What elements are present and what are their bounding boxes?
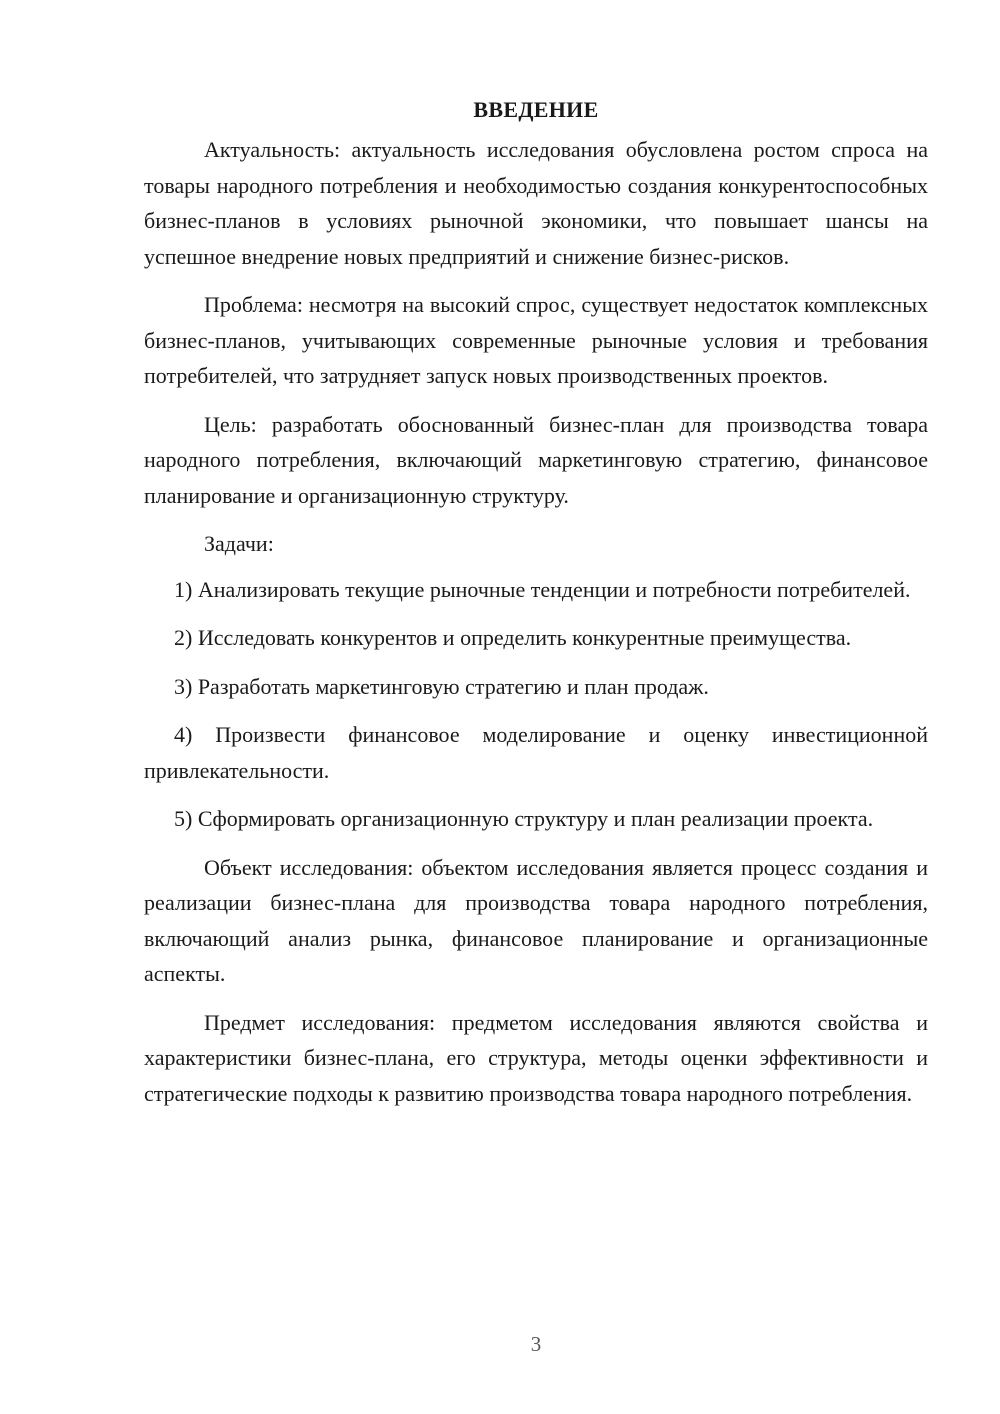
task-item-2: 2) Исследовать конкурентов и определить конкурентные преимущества. [174, 625, 852, 650]
paragraph-subject: Предмет исследования: предметом исследования являются свойства и характеристики бизнес-плана, его структура, методы оценки эффективности и стратегические подходы к развитию производства товара народного потребления. [144, 1009, 928, 1106]
document-page [144, 92, 928, 1124]
page-number: 3 [530, 1332, 542, 1356]
paragraph-relevance: Актуальность: актуальность исследования обусловлена ростом спроса на товары народного потребления и необходимостью создания конкурентоспособных бизнес-планов в условиях рыночной экономики, что повышает шансы на успешное внедрение новых предприятий и снижение бизнес-рисков. [144, 137, 928, 269]
task-item-1: 1) Анализировать текущие рыночные тенденции и потребности потребителей. [174, 576, 911, 602]
tasks-heading: Задачи: [204, 531, 274, 556]
paragraph-problem: Проблема: несмотря на высокий спрос, существует недостаток комплексных бизнес-планов, учитывающих современные рыночные условия и требования потребителей, что затрудняет запуск новых производственных проектов. [144, 292, 928, 388]
task-item-5: 5) Сформировать организационную структуру и план реализации проекта. [174, 806, 874, 831]
paragraph-goal: Цель: разработать обоснованный бизнес-план для производства товара народного потребления, включающий маркетинговую стратегию, финансовое планирование и организационную структуру. [144, 411, 928, 508]
page-title: ВВЕДЕНИЕ [473, 97, 599, 122]
task-item-3: 3) Разработать маркетинговую стратегию и план продаж. [174, 673, 709, 699]
task-item-4: 4) Произвести финансовое моделирование и оценку инвестиционной привлекательности. [144, 722, 928, 783]
paragraph-object: Объект исследования: объектом исследования является процесс создания и реализации бизнес-плана для производства товара народного потребления, включающий анализ рынка, финансовое планирование и организационные аспекты. [144, 854, 928, 986]
